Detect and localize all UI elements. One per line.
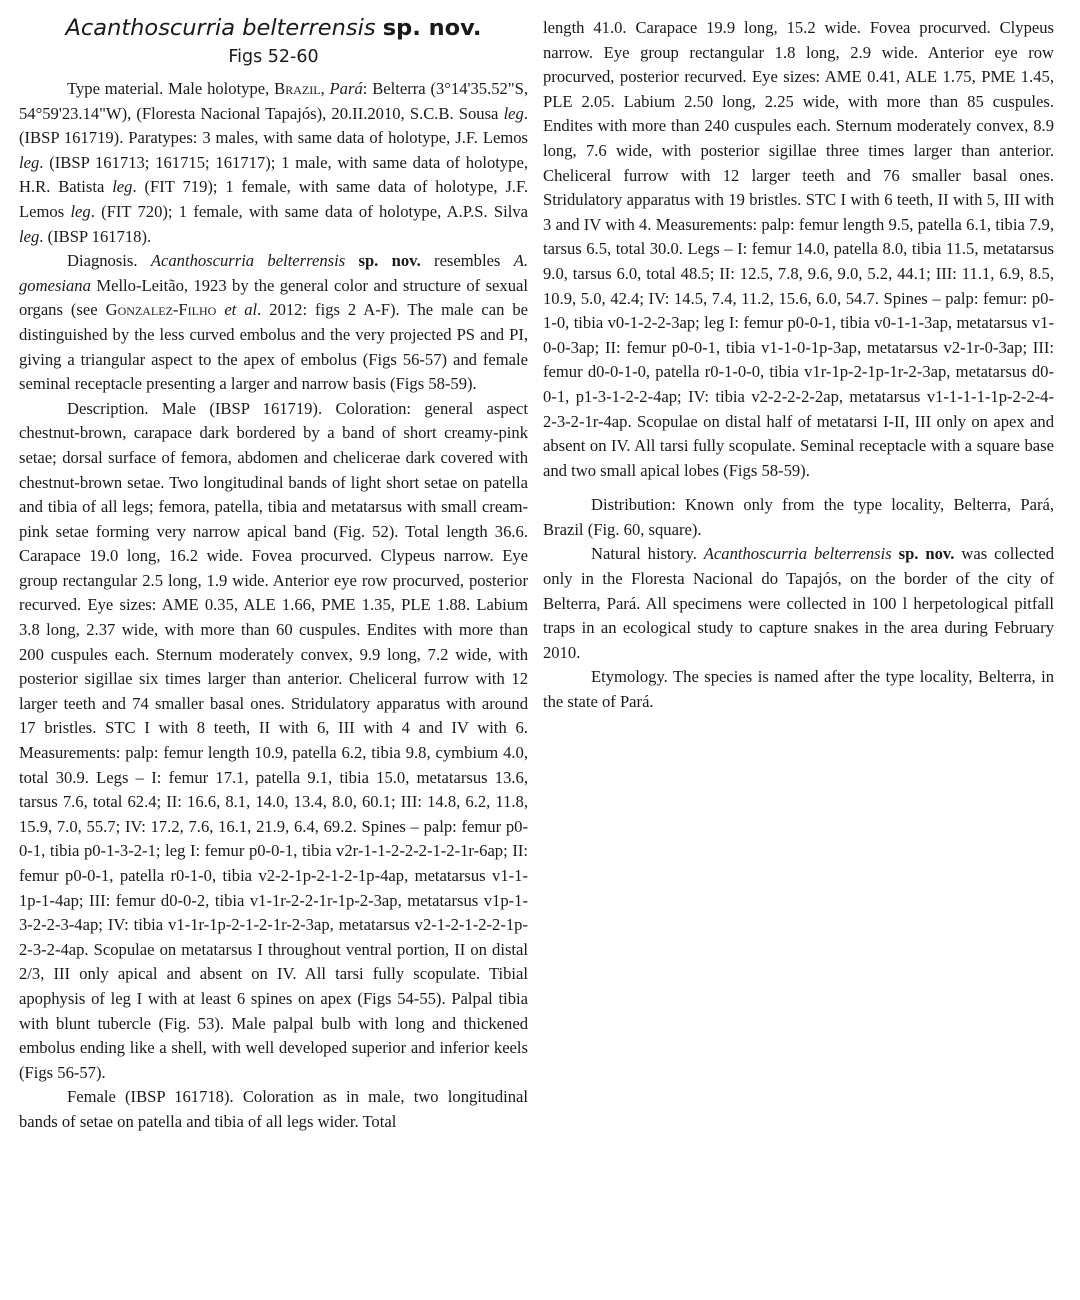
species-title — [19, 14, 528, 43]
description-male-paragraph: Description. Male (IBSP 161719). Coloration: general aspect chestnut-brown, carapace dark bordered by a band of short creamy-pink setae; dorsal surface of femora, abdomen and chelicerae dark covered with chestnut-brown setae. Two longitudinal bands of light short setae on patella and tibia of all legs; femora, patella, tibia and metatarsus with small cream-pink setae forming very narrow apical band (Fig. 52). Total length 36.6. Carapace 19.0 long, 16.2 wide. Fovea procurved. Clypeus narrow. Eye group rectangular 2.5 long, 1.9 wide. Anterior eye row procurved, posterior recurved. Eye sizes: AME 0.35, ALE 1.66, PME 1.35, PLE 1.88. Labium 3.8 long, 2.37 wide, with more than 60 cuspules. Endites with more than 200 cuspules each. Sternum moderately convex, 9.9 long, 7.2 wide, with posterior sigillae six times larger than anterior. Cheliceral furrow with 12 larger teeth and 74 smaller basal ones. Stridulatory apparatus with around 17 bristles. STC I with 8 teeth, II with 6, III with 4 and IV with 6. Measurements: palp: femur length 10.9, patella 6.2, tibia 9.8, cymbium 4.0, total 30.9. Legs – I: femur 17.1, patella 9.1, tibia 15.0, metatarsus 13.6, tarsus 7.6, total 62.4; II: 16.6, 8.1, 14.0, 13.4, 8.0, 60.1; III: 14.8, 6.2, 11.8, 15.9, 7.0, 55.7; IV: 17.2, 7.6, 16.1, 21.9, 6.4, 69.2. Spines – palp: femur p0-0-1, tibia p0-1-3-2-1; leg I: femur p0-0-1, tibia v2r-1-1-2-2-2-1-2-1r-6ap; II: femur p0-0-1, patella r0-1-0, tibia v2-2-1p-2-1-2-1p-4ap, metatarsus v1-1-1p-1-4ap; III: femur d0-0-2, tibia v1-1r-2-2-1r-1p-2-3ap, metatarsus v1p-1-3-2-2-3-4ap; IV: tibia v1-1r-1p-2-1-2-1r-2-3ap, metatarsus v2-1-2-1-2-2-1p-2-3-2-4ap. Scopulae on metatarsus I throughout ventral portion, II on distal 2/3, III only apical and absent on IV. All tarsi fully scopulate. Tibial apophysis of leg I with at least 6 spines on apex (Figs 54-55). Palpal tibia with blunt tubercle (Fig. 53). Male palpal bulb with long and thickened embolus ending like a shell, with well developed superior and inferior keels (Figs 56-57). — [19, 398, 528, 1082]
description-female-continued: length 41.0. Carapace 19.9 long, 15.2 wide. Fovea procurved. Clypeus narrow. Eye group rectangular 1.8 long, 2.9 wide. Anterior eye row procurved, posterior recurved. Eye sizes: AME 0.41, ALE 1.75, PME 1.45, PLE 2.05. Labium 2.50 long, 2.25 wide, with more than 85 cuspules. Endites with more than 240 cuspules each. Sternum moderately convex, 8.9 long, 7.6 wide, with posterior sigillae three times larger than anterior. Cheliceral furrow with 12 larger teeth and 76 smaller basal ones. Stridulatory apparatus with 19 bristles. STC I with 6 teeth, II with 5, III with 3 and IV with 4. Measurements: palp: femur length 9.5, patella 6.1, tibia 7.9, tarsus 6.5, total 30.0. Legs – I: femur 14.0, patella 8.0, tibia 11.5, metatarsus 9.0, tarsus 6.0, total 48.5; II: 12.5, 7.8, 9.6, 9.0, 5.2, 44.1; III: 11.1, 6.9, 8.5, 10.9, 5.0, 42.4; IV: 14.5, 7.4, 11.2, 15.6, 6.0, 54.7. Spines – palp: femur: p0-1-0, tibia v0-1-2-2-3ap; leg I: femur p0-0-1, tibia v0-1-1-3ap, metatarsus v1-0-0-3ap; II: femur p0-0-1, tibia v1-1-0-1p-3ap, metatarsus v2-1r-0-3ap; III: femur d0-0-1-0, patella r0-1-0-0, tibia v1r-1p-2-1p-1r-2-3ap, metatarsus d0-0-1, p1-3-1-2-2-4ap; IV: tibia v2-2-2-2-2ap, metatarsus v1-1-1-1-1p-2-2-4-2-3-2-1r-4ap. Scopulae on distal half of metatarsi I-II, III only on apex and absent on IV. All tarsi fully scopulate. Seminal receptacle with a square base and two small apical lobes (Figs 58-59). — [543, 18, 1054, 480]
distribution-paragraph: Distribution: Known only from the type locality, Belterra, Pará, Brazil (Fig. 60, square). — [543, 495, 1054, 539]
diagnosis-paragraph: Diagnosis. Acanthoscurria belterrensis sp. nov. resembles A. gomesiana Mello-Leitão, 1923 by the general color and structure of sexual organs (see Gonzalez-Filho et al. 2012: figs 2 A-F). The male can be distinguished by the less curved embolus and the very projected PS and PI, giving a triangular aspect to the apex of embolus (Figs 56-57) and female seminal receptacle presenting a larger and narrow basis (Figs 58-59). — [19, 251, 529, 394]
description-female-paragraph: Female (IBSP 161718). Coloration as in male, two longitudinal bands of setae on patella and tibia of all legs wider. Total — [19, 1087, 528, 1131]
right-column — [543, 16, 1054, 715]
type-material-paragraph: Type material. Male holotype, Brazil, Pará: Belterra (3°14'35.52"S, 54°59'23.14"W), (Floresta Nacional Tapajós), 20.II.2010, S.C.B. Sousa leg. (IBSP 161719). Paratypes: 3 males, with same data of holotype, J.F. Lemos leg. (IBSP 161713; 161715; 161717); 1 male, with same data of holotype, H.R. Batista leg. (FIT 719); 1 female, with same data of holotype, J.F. Lemos leg. (FIT 720); 1 female, with same data of holotype, A.P.S. Silva leg. (IBSP 161718). — [19, 79, 529, 246]
figure-reference: Figs 52-60 — [228, 47, 319, 67]
species-name: Acanthoscurria belterrensis — [65, 15, 376, 41]
sp-nov-label: sp. nov. — [382, 15, 482, 41]
left-column — [19, 14, 528, 1135]
natural-history-paragraph: Natural history. Acanthoscurria belterrensis sp. nov. was collected only in the Floresta Nacional do Tapajós, on the border of the city of Belterra, Pará. All specimens were collected in 100 l herpetological pitfall traps in an ecological study to capture snakes in the area during February 2010. — [543, 544, 1054, 662]
etymology-paragraph: Etymology. The species is named after the type locality, Belterra, in the state of Pará. — [543, 667, 1054, 712]
